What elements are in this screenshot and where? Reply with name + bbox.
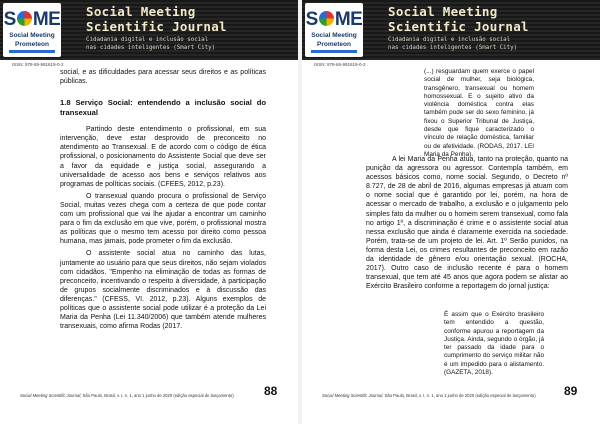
logo-underline	[9, 50, 55, 53]
journal-subtitle-line1: Cidadania digital e inclusão social	[388, 37, 511, 43]
footer-journal: Social Meeting Scientific Journal	[322, 393, 383, 398]
logo-text	[3, 9, 61, 31]
journal-subtitle	[86, 36, 215, 52]
left-body	[60, 68, 266, 331]
some-logo	[305, 3, 363, 57]
logo-subtitle: Social Meeting	[311, 32, 357, 39]
logo-subtitle-2: Prometeon	[15, 41, 49, 48]
right-page	[302, 0, 600, 424]
footer-details: , São Paulo, Brasil, v. I, n. 1, ano 1 junho de 2020 (edição especial de lançamento)	[382, 393, 536, 398]
logo-subtitle: Social Meeting	[9, 32, 55, 39]
logo-initial: S	[3, 9, 16, 30]
logo-underline	[311, 50, 357, 53]
issn: ISSN: 978-65-991619-0-2	[12, 62, 64, 67]
block-quote: (...) resguardam quem exerce o papel social de mulher, seja biológica, transgênero, transexual ou homem homossexual. E o sujeito ativo da violência doméstica contra elas também pode ser do sexo feminino, já fixou o Superior Tribunal de Justiça, desde que fique caracterizado o vínculo de relação doméstica, familiar ou de afetividade. (RODAS, 2017. LEI Maria da Penha).	[424, 68, 534, 158]
left-page	[0, 0, 298, 424]
footer	[322, 393, 536, 398]
journal-title-line1: Social Meeting	[86, 4, 196, 19]
paragraph: A lei Maria da Penha atua, tanto na proteção, quanto na punição da agressora ou agressor. Contempla também, em acessos básicos como, nome social. Segundo, o Decreto nº 8.727, de 28 de abril de 2016, algumas empresas já atuam com o nome social que é garantido por lei, porém, na hora de acessar o mercado de trabalho, a exclusão e o julgamento pelo simples fato da mulher ou o homem serem transexual, como fala no artigo 1º, a discriminação é crime e o assistente social atua nessa exclusão que ainda é claramente exercida na sociedade. Porém, trata-se de um projeto de lei. Art. 1º Serão punidos, na forma desta Lei, os crimes resultantes de preconceito em razão da identidade de gênero e/ou orientação sexual. (ROCHA, 2017). Outro caso de inclusão recente é para o homem transexual, que tem até 45 anos que agora podem se alistar ao Exército Brasileiro conforme a reportagem do jornal justiça:	[366, 156, 568, 291]
logo-text	[305, 9, 363, 31]
page-number: 89	[564, 384, 578, 398]
journal-subtitle-line1: Cidadania digital e inclusão social	[86, 37, 209, 43]
journal-title	[86, 4, 227, 34]
paragraph: Partindo deste entendimento o profissional, em sua intervenção, deve estar desprovido de preconceito no atendimento ao Transexual. E de acordo com o código de ética profissional, o posicionamento do Assistente Social que deve ser a favor da equidade e justiça social, assegurando a universalidade de acesso aos bens e serviços relativos aos programas de políticas sociais. (CFEES, 2012, p.23).	[60, 126, 266, 188]
journal-title-line2: Scientific Journal	[388, 19, 529, 34]
journal-subtitle-line2: nas cidades inteligentes (Smart City)	[388, 45, 518, 51]
logo-letters: ME	[334, 9, 363, 30]
journal-title-line2: Scientific Journal	[86, 19, 227, 34]
paragraph: O transexual quando procura o profissional de Serviço Social, muitas vezes chega com a certeza de que pode contar com um profissional que vai lhe ajudar a encontrar um caminho para o fim da exclusão em que vive, porém, o profissional mostra as políticas que o mesmo tem acesso por direito como pessoa humana, mas jamais, pode prometer o fim da exclusão.	[60, 192, 266, 246]
issn: ISSN: 978-65-991619-0-2	[314, 62, 366, 67]
logo-letters: ME	[32, 9, 61, 30]
logo-subtitle-2: Prometeon	[317, 41, 351, 48]
journal-subtitle	[388, 36, 517, 52]
section-title: 1.8 Serviço Social: entendendo a inclusão social do transexual	[60, 98, 266, 117]
journal-banner	[302, 0, 600, 60]
right-body	[366, 155, 568, 291]
journal-title	[388, 4, 529, 34]
journal-banner	[0, 0, 298, 60]
logo-globe-icon	[319, 11, 334, 26]
journal-title-line1: Social Meeting	[388, 4, 498, 19]
footer	[20, 393, 234, 398]
page-number: 88	[264, 384, 278, 398]
footer-details: , São Paulo, Brasil, v. I, n. 1, ano 1 junho de 2020 (edição especial de lançamento)	[80, 393, 234, 398]
some-logo	[3, 3, 61, 57]
paragraph: social, e as dificuldades para acessar seus direitos e as políticas públicas.	[60, 69, 266, 86]
logo-globe-icon	[17, 11, 32, 26]
footer-journal: Social Meeting Scientific Journal	[20, 393, 81, 398]
block-quote: É assim que o Exército brasileiro tem entendido a questão, conforme apurou a reportagem da Justiça. Ainda, segundo o órgão, já ter passado da idade para o cumprimento do serviço militar não é um impedido para o alistamento. (GAZETA, 2018).	[444, 311, 544, 377]
paragraph: O assistente social atua no caminho das lutas, juntamente ao usuário para que seus direitos, não sejam violados com cidadãos. "Empenho na eliminação de todas as formas de preconceito, incentivando o respeito à diversidade, à participação de grupos socialmente discriminados e à discussão das diferenças." (CFESS, VI. 2012, p.23). Alguns exemplos de políticas que o assistente social pode utilizar é a proteção da Lei Maria da Penha (Lei 11.340/2006) que também atende mulheres transexuais, como afirma Rodas (2017.	[60, 250, 266, 331]
logo-initial: S	[305, 9, 318, 30]
journal-subtitle-line2: nas cidades inteligentes (Smart City)	[86, 45, 216, 51]
